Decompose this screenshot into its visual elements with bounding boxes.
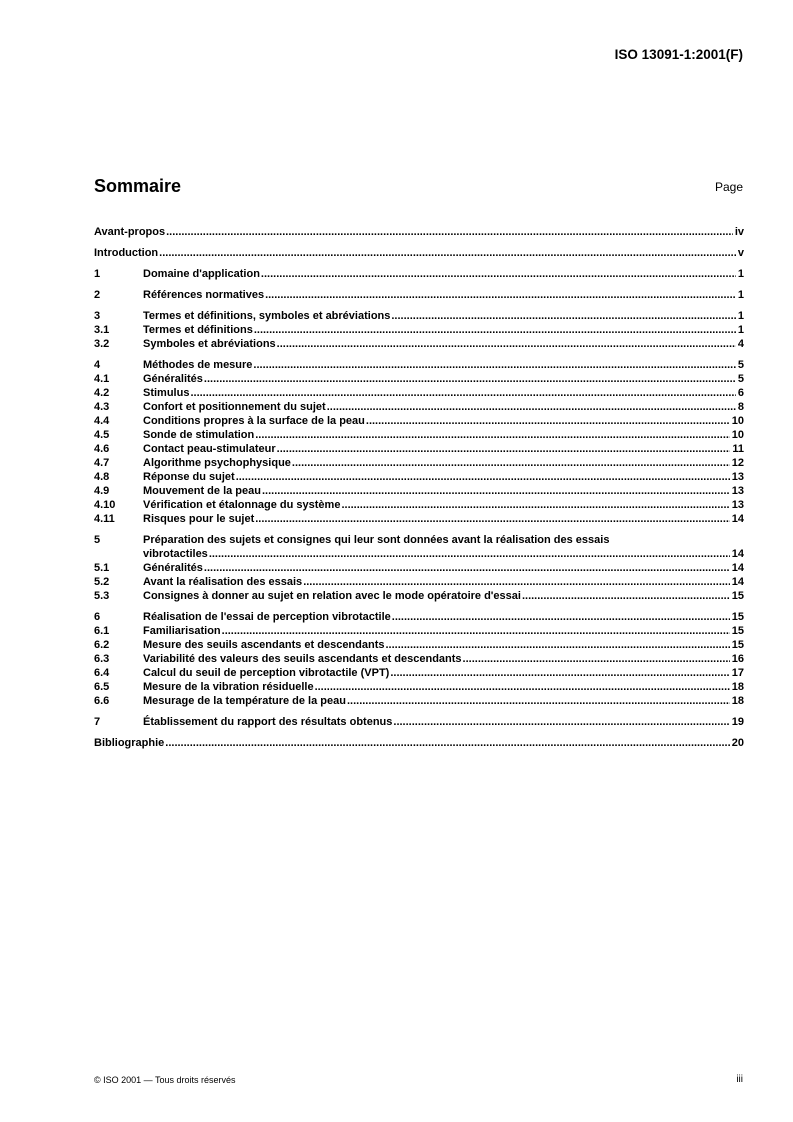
toc-entry[interactable] — [94, 533, 744, 561]
toc-entry-page: 1 — [737, 324, 744, 336]
toc-entry-number: 6.4 — [94, 667, 110, 679]
toc-entry-label: Familiarisation — [143, 625, 221, 637]
toc-entry-label: Domaine d'application — [143, 268, 260, 280]
toc-entry-page: v — [737, 247, 744, 259]
dot-leader — [236, 470, 730, 484]
dot-leader — [386, 638, 730, 652]
toc-entry-number: 4.4 — [94, 415, 110, 427]
dot-leader — [165, 736, 729, 750]
toc-entry-number: 1 — [94, 268, 101, 280]
toc-entry-number: 6.3 — [94, 653, 110, 665]
dot-leader — [391, 309, 736, 323]
toc-entry-page: 12 — [731, 457, 744, 469]
toc-entry-page: 11 — [732, 443, 744, 455]
dot-leader — [159, 246, 736, 260]
toc-entry-number: 4.7 — [94, 457, 110, 469]
dot-leader — [292, 456, 730, 470]
toc-entry-page: 13 — [731, 471, 744, 483]
toc-entry-number: 4.8 — [94, 471, 110, 483]
dot-leader — [222, 624, 730, 638]
dot-leader — [277, 337, 736, 351]
toc-entry-label: Établissement du rapport des résultats obtenus — [143, 716, 393, 728]
toc-entry-number: 7 — [94, 716, 101, 728]
dot-leader — [277, 442, 731, 456]
toc-entry-label: Réponse du sujet — [143, 471, 235, 483]
toc-entry[interactable] — [94, 323, 744, 337]
toc-entry-page: 1 — [737, 310, 744, 322]
toc-entry-label: Références normatives — [143, 289, 265, 301]
toc-entry-page: 14 — [731, 576, 744, 588]
toc-entry[interactable] — [94, 680, 744, 694]
toc-entry-page: 1 — [737, 268, 744, 280]
toc-entry[interactable] — [94, 715, 744, 729]
toc-entry[interactable] — [94, 652, 744, 666]
dot-leader — [341, 498, 729, 512]
toc-entry-label: Termes et définitions — [143, 324, 253, 336]
toc-entry-label: Algorithme psychophysique — [143, 457, 291, 469]
toc-entry-label: Généralités — [143, 562, 203, 574]
toc-entry-number: 2 — [94, 289, 101, 301]
toc-entry-label: Mesurage de la température de la peau — [143, 695, 346, 707]
toc-entry-label: Mesure de la vibration résiduelle — [143, 681, 314, 693]
toc-entry[interactable] — [94, 470, 744, 484]
toc-entry-page: 14 — [731, 562, 744, 574]
toc-entry-page: 16 — [731, 653, 744, 665]
toc-entry-page: 13 — [731, 485, 744, 497]
toc-entry-number: 6.2 — [94, 639, 110, 651]
toc-entry-label: Termes et définitions, symboles et abréviations — [143, 310, 391, 322]
toc-entry[interactable] — [94, 694, 744, 708]
toc-entry-label: Risques pour le sujet — [143, 513, 255, 525]
toc-entry-label-line1: Préparation des sujets et consignes qui leur sont données avant la réalisation des essais — [143, 534, 610, 546]
toc-entry-label: Mesure des seuils ascendants et descendants — [143, 639, 385, 651]
copyright-notice: © ISO 2001 — Tous droits réservés — [94, 1075, 236, 1085]
toc-entry-number: 4.11 — [94, 513, 115, 525]
toc-entry-page: 1 — [737, 289, 744, 301]
toc-entry-number: 4.9 — [94, 485, 110, 497]
page-column-label: Page — [714, 180, 743, 194]
toc-entry-page: 5 — [737, 373, 744, 385]
toc-entry[interactable] — [94, 666, 744, 680]
toc-entry-label: Consignes à donner au sujet en relation avec le mode opératoire d'essai — [143, 590, 521, 602]
toc-entry-label: Variabilité des valeurs des seuils ascendants et descendants — [143, 653, 462, 665]
toc-entry-number: 3.2 — [94, 338, 110, 350]
dot-leader — [392, 610, 730, 624]
document-id: ISO 13091-1:2001(F) — [614, 47, 743, 62]
toc-entry-page: 10 — [731, 415, 744, 427]
toc-entry[interactable] — [94, 386, 744, 400]
dot-leader — [190, 386, 735, 400]
toc-entry-number: 5.1 — [94, 562, 110, 574]
toc-entry-number: 6 — [94, 611, 101, 623]
dot-leader — [390, 666, 729, 680]
toc-entry-number: 3.1 — [94, 324, 110, 336]
toc-entry-number: 4.3 — [94, 401, 110, 413]
dot-leader — [209, 547, 730, 561]
toc-entry-number: 5.3 — [94, 590, 110, 602]
toc-entry[interactable] — [94, 400, 744, 414]
toc-entry-page: 15 — [731, 625, 744, 637]
toc-entry-label: Avant la réalisation des essais — [143, 576, 303, 588]
toc-entry-label: vibrotactiles — [143, 548, 208, 560]
toc-entry[interactable] — [94, 589, 744, 603]
toc-entry-label: Introduction — [94, 247, 159, 259]
toc-entry-page: 18 — [731, 681, 744, 693]
toc-entry-page: 13 — [731, 499, 744, 511]
toc-entry-page: 19 — [731, 716, 744, 728]
toc-entry[interactable] — [94, 442, 744, 456]
toc-entry-number: 6.1 — [94, 625, 110, 637]
dot-leader — [204, 561, 730, 575]
dot-leader — [262, 484, 730, 498]
toc-entry-page: 15 — [731, 590, 744, 602]
dot-leader — [366, 414, 730, 428]
toc-entry-label: Contact peau-stimulateur — [143, 443, 276, 455]
toc-entry-page: 20 — [731, 737, 744, 749]
dot-leader — [303, 575, 730, 589]
toc-entry[interactable] — [94, 414, 744, 428]
toc-entry-page: 8 — [737, 401, 744, 413]
toc-entry[interactable] — [94, 610, 744, 624]
toc-entry[interactable] — [94, 337, 744, 351]
toc-entry[interactable] — [94, 512, 744, 526]
toc-entry-number: 5 — [94, 534, 101, 546]
dot-leader — [255, 512, 730, 526]
toc-entry-page: 4 — [737, 338, 744, 350]
toc-entry[interactable] — [94, 428, 744, 442]
toc-entry-label: Avant-propos — [94, 226, 166, 238]
toc-entry[interactable] — [94, 498, 744, 512]
dot-leader — [315, 680, 730, 694]
toc-entry[interactable] — [94, 561, 744, 575]
toc-entry-label: Symboles et abréviations — [143, 338, 276, 350]
toc-entry[interactable] — [94, 638, 744, 652]
toc-entry-number: 4.6 — [94, 443, 110, 455]
toc-entry[interactable] — [94, 309, 744, 323]
toc-entry-page: 15 — [731, 611, 744, 623]
toc-entry-page: 5 — [737, 359, 744, 371]
toc-entry-number: 4 — [94, 359, 101, 371]
toc-entry-number: 4.5 — [94, 429, 110, 441]
toc-entry[interactable] — [94, 267, 744, 281]
dot-leader — [522, 589, 730, 603]
toc-entry-number: 5.2 — [94, 576, 110, 588]
page-title: Sommaire — [94, 176, 182, 196]
toc-entry-label: Méthodes de mesure — [143, 359, 253, 371]
dot-leader — [166, 225, 733, 239]
toc-entry[interactable] — [94, 358, 744, 372]
toc-entry[interactable] — [94, 372, 744, 386]
toc-entry-label: Stimulus — [143, 387, 190, 399]
toc-entry-page: 15 — [731, 639, 744, 651]
toc-entry[interactable] — [94, 575, 744, 589]
table-of-contents — [94, 225, 744, 750]
toc-entry[interactable] — [94, 484, 744, 498]
toc-entry-label: Confort et positionnement du sujet — [143, 401, 326, 413]
toc-entry-page: 17 — [731, 667, 744, 679]
toc-entry-number: 4.10 — [94, 499, 116, 511]
toc-entry-label: Généralités — [143, 373, 203, 385]
toc-entry-page: iv — [734, 226, 744, 238]
toc-entry-label: Bibliographie — [94, 737, 165, 749]
toc-entry-page: 14 — [731, 513, 744, 525]
toc-entry[interactable] — [94, 288, 744, 302]
toc-entry-label: Mouvement de la peau — [143, 485, 261, 497]
toc-entry-number: 6.6 — [94, 695, 110, 707]
toc-entry-label: Réalisation de l'essai de perception vibrotactile — [143, 611, 391, 623]
toc-entry-number: 4.2 — [94, 387, 110, 399]
toc-entry-number: 3 — [94, 310, 101, 322]
toc-entry-number: 4.1 — [94, 373, 110, 385]
toc-entry-page: 14 — [731, 548, 744, 560]
dot-leader — [463, 652, 730, 666]
toc-entry-label: Sonde de stimulation — [143, 429, 255, 441]
page-number: iii — [736, 1074, 743, 1085]
toc-entry-page: 10 — [731, 429, 744, 441]
dot-leader — [393, 715, 729, 729]
toc-entry-label: Conditions propres à la surface de la peau — [143, 415, 365, 427]
dot-leader — [204, 372, 736, 386]
dot-leader — [347, 694, 730, 708]
toc-entry-label: Vérification et étalonnage du système — [143, 499, 341, 511]
toc-entry[interactable] — [94, 624, 744, 638]
toc-entry-page: 18 — [731, 695, 744, 707]
dot-leader — [261, 267, 736, 281]
toc-entry-page: 6 — [737, 387, 744, 399]
dot-leader — [254, 323, 736, 337]
dot-leader — [327, 400, 736, 414]
dot-leader — [253, 358, 735, 372]
toc-entry-label: Calcul du seuil de perception vibrotactile (VPT) — [143, 667, 390, 679]
toc-entry[interactable] — [94, 246, 744, 260]
toc-entry[interactable] — [94, 225, 744, 239]
toc-entry[interactable] — [94, 736, 744, 750]
toc-entry[interactable] — [94, 456, 744, 470]
toc-entry-number: 6.5 — [94, 681, 110, 693]
dot-leader — [265, 288, 736, 302]
dot-leader — [255, 428, 730, 442]
